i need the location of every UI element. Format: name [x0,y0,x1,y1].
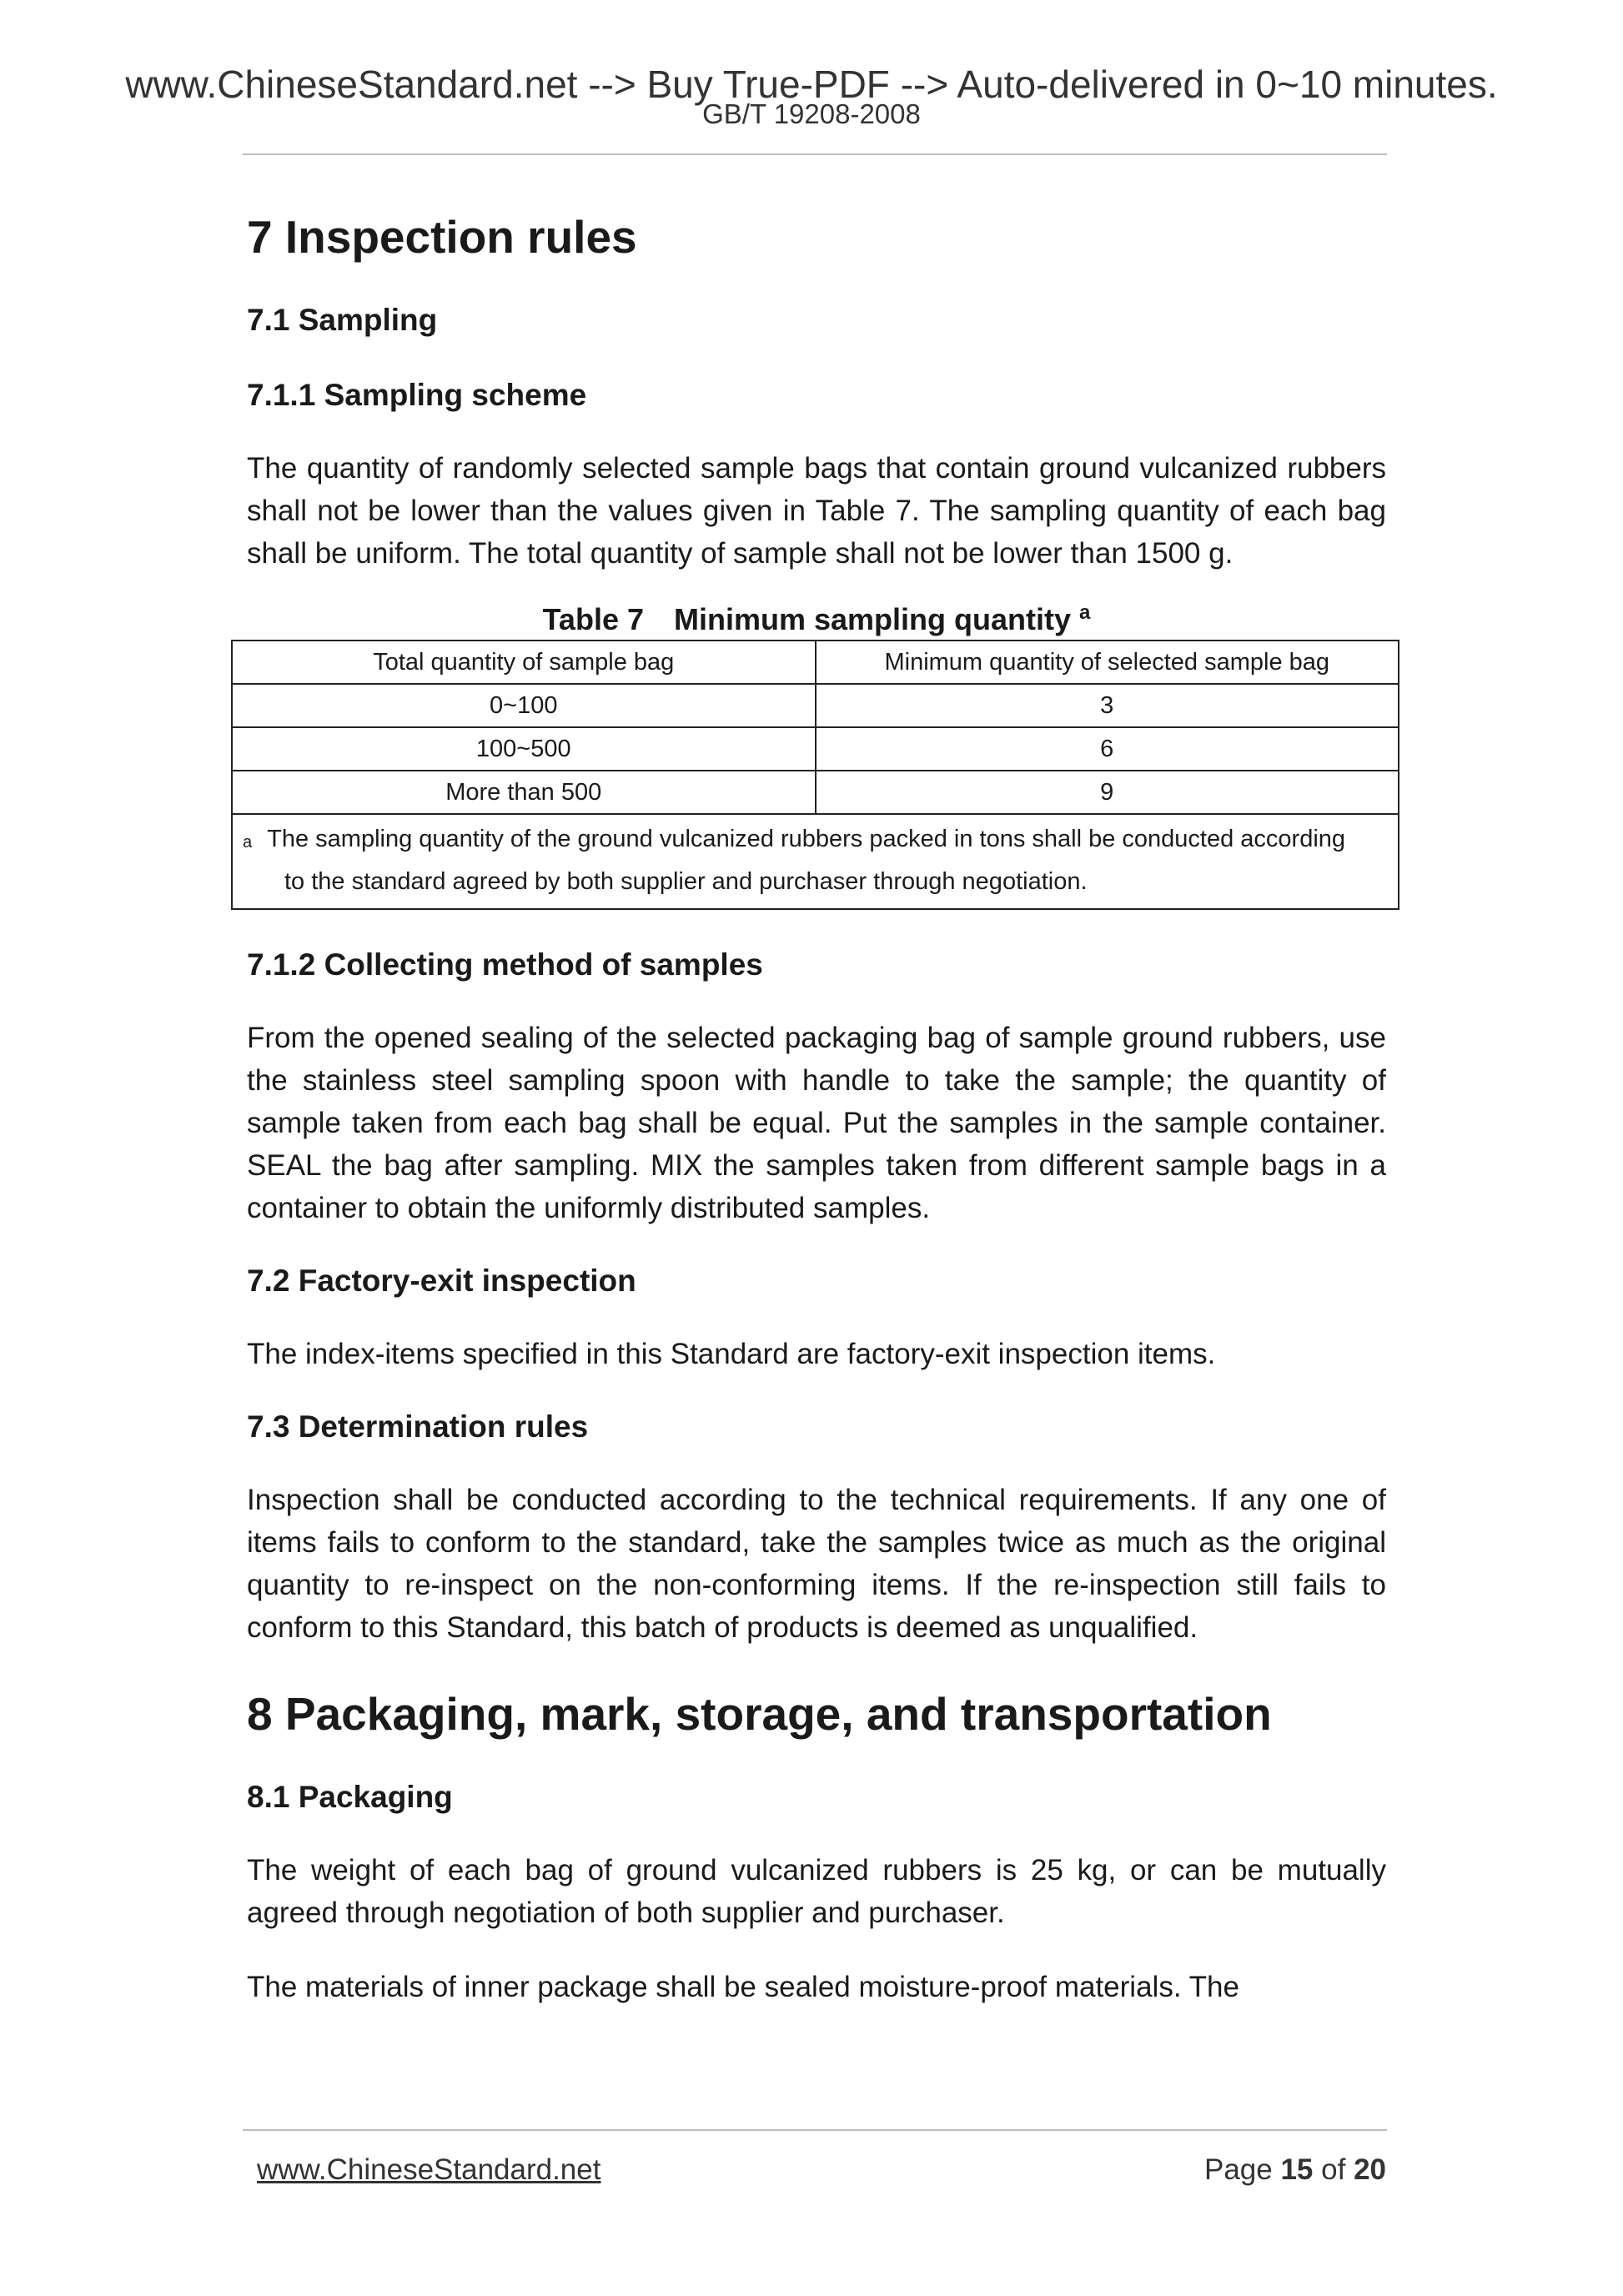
footer-site-link[interactable]: www.ChineseStandard.net [257,2153,601,2186]
table-row [232,727,1399,771]
top-banner[interactable]: www.ChineseStandard.net --> Buy True-PDF --> Auto-delivered in 0~10 minutes. [125,63,1498,106]
table-row [232,684,1399,727]
table-row [232,771,1399,814]
section-7-1-1-heading: 7.1.1 Sampling scheme [247,378,587,412]
section-8-heading: 8 Packaging, mark, storage, and transportation [247,1688,1272,1740]
table-cell: 9 [816,771,1399,814]
table-cell: 100~500 [232,727,816,771]
collecting-method-paragraph: From the opened sealing of the selected packaging bag of sample ground rubbers, use the stainless steel sampling spoon with handle to take the sample; the quantity of sample taken from each bag shall be equal. Put the samples in the sample container. SEAL the bag after sampling. MIX the samples taken from different sample bags in a container to obtain the uniformly distributed samples. [247,1022,1386,1224]
section-7-1-heading: 7.1 Sampling [247,303,438,337]
table-header-minimum: Minimum quantity of selected sample bag [816,641,1399,684]
table-cell: More than 500 [232,771,816,814]
section-8-1-heading: 8.1 Packaging [247,1780,453,1814]
footnote-line-2: to the standard agreed by both supplier and purchaser through negotiation. [284,868,1088,895]
table-footnote [232,814,1399,909]
factory-exit-paragraph: The index-items specified in this Standard are factory-exit inspection items. [247,1338,1216,1370]
table-header-total: Total quantity of sample bag [232,641,816,684]
table-7-caption-text: Table 7 Minimum sampling quantity [542,602,1072,636]
page-word: Page [1203,2153,1273,2186]
packaging-weight-paragraph: The weight of each bag of ground vulcanized rubbers is 25 kg, or can be mutually agreed through negotiation of both supplier and purchaser. [247,1854,1386,1929]
table-7-caption-mark: a [1079,601,1091,624]
inner-package-paragraph: The materials of inner package shall be sealed moisture-proof materials. The [247,1971,1239,2003]
section-7-2-heading: 7.2 Factory-exit inspection [247,1264,636,1298]
table-cell: 3 [816,684,1399,727]
table-7-caption [247,593,1386,640]
section-7-1-2-heading: 7.1.2 Collecting method of samples [247,947,763,982]
page-indicator [1204,2150,1386,2190]
determination-rules-paragraph: Inspection shall be conducted according to the technical requirements. If any one of items fails to conform to the standard, take the samples twice as much as the original quantity to re-inspect on the non-conforming items. If the re-inspection still fails to conform to this Standard, this batch of products is deemed as unqualified. [247,1484,1386,1644]
sampling-scheme-paragraph: The quantity of randomly selected sample bags that contain ground vulcanized rubbers shall not be lower than the values given in Table 7. The sampling quantity of each bag shall be uniform. The total quantity of sample shall not be lower than 1500 g. [247,452,1386,570]
table-7 [231,640,1399,910]
table-footnote-row [232,814,1399,909]
standard-number: GB/T 19208-2008 [702,98,921,129]
table-cell: 0~100 [232,684,816,727]
table-cell: 6 [816,727,1399,771]
page-content [243,207,1386,2008]
section-7-3-heading: 7.3 Determination rules [247,1409,589,1444]
footnote-line-1: The sampling quantity of the ground vulcanized rubbers packed in tons shall be conducted according [267,826,1346,852]
page-total: 20 [1354,2153,1386,2186]
page-of: of [1321,2153,1346,2186]
footer-divider [243,2129,1387,2131]
footnote-mark: a [243,833,253,852]
table-header-row [232,641,1399,684]
header-divider [243,153,1387,155]
section-7-heading: 7 Inspection rules [247,211,637,263]
page-current: 15 [1280,2153,1314,2186]
